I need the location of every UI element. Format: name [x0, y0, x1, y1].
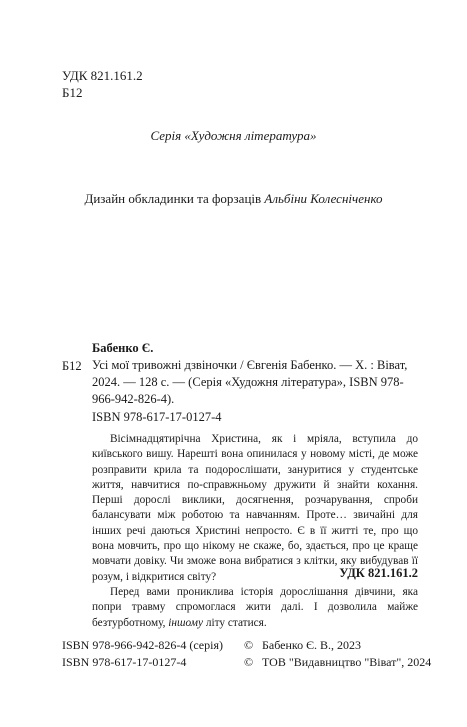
author-cipher: Б12	[62, 85, 83, 100]
catalog-description: Усі мої тривожні дзвіночки / Євгенія Бабенко. — Х. : Віват, 2024. — 128 с. — (Серія «Художня література», ISBN 978-966-942-826-4).	[92, 358, 408, 406]
catalog-author: Бабенко Є.	[92, 341, 154, 355]
annotation-paragraph: Вісімнадцятирічна Христина, як і мріяла, вступила до київського вишу. Нарешті вона опинилася у новому місті, де може розправити крила та подорослішати, зануритися у студентське життя, навчитися по-справжньому дружити й знайти кохання. Перші дорослі виклики, досягнення, розчарування, спроби балансувати між роботою та навчанням. Проте… звичайні для інших речі даються Христині непросто. Є в її житті те, про що вона мовчить, про що нікому не скаже, бо, здається, про це краще мовчати довіку. Чи зможе вона вибратися з клітки, яку вибудував її розум, і відкритися світу?	[92, 433, 418, 583]
copyright-symbol: ©	[244, 638, 254, 652]
annotation-italic-word: іншому	[168, 616, 203, 629]
annotation-text: Перед вами прониклива історія дорослішання дівчини, яка попри травму спромоглася жити далі. І дозволила майже безтурботному,	[92, 585, 418, 629]
udk-code: УДК 821.161.2	[62, 68, 143, 83]
catalog-isbn: ISBN 978-617-17-0127-4	[92, 410, 222, 424]
isbn-book: ISBN 978-617-17-0127-4	[62, 655, 187, 669]
copyright-block	[244, 637, 431, 671]
catalog-record	[92, 340, 418, 426]
copyright-symbol: ©	[244, 655, 254, 669]
annotation-text: літу статися.	[205, 616, 267, 629]
copyright-text: ТОВ "Видавництво "Віват", 2024	[262, 655, 432, 669]
udk-footer-code: УДК 821.161.2	[339, 566, 418, 580]
cover-design-credit	[0, 191, 467, 207]
copyright-line	[244, 654, 431, 671]
copyright-line	[244, 637, 431, 654]
design-credit-prefix: Дизайн обкладинки та форзаців	[84, 191, 262, 206]
udk-header	[62, 67, 143, 101]
designer-name: Альбіни Колесніченко	[264, 191, 383, 206]
copyright-text: Бабенко Є. В., 2023	[262, 638, 362, 652]
isbn-list	[62, 637, 223, 671]
catalog-cipher: Б12	[62, 359, 82, 373]
annotation	[92, 432, 418, 631]
annotation-paragraph	[92, 585, 418, 631]
series-title: Серія «Художня література»	[150, 128, 317, 143]
isbn-series: ISBN 978-966-942-826-4 (серія)	[62, 638, 223, 652]
